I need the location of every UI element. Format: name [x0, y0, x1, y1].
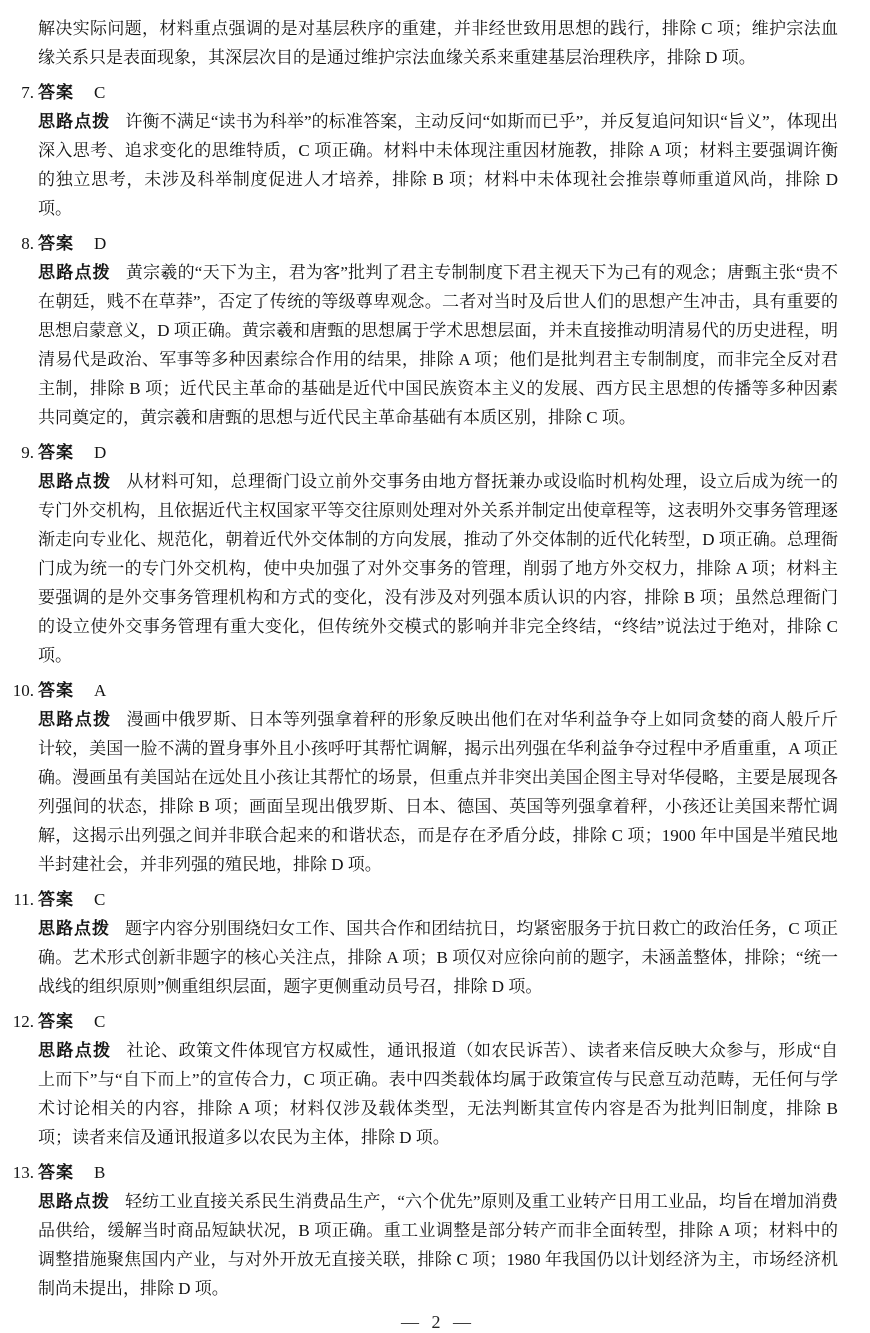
answer-line	[38, 229, 838, 258]
answer-key-page	[0, 14, 870, 1332]
explanation-paragraph	[38, 467, 838, 670]
answer-label: 答案	[38, 681, 74, 700]
explanation-paragraph	[38, 1036, 838, 1152]
answer-label: 答案	[38, 1163, 74, 1182]
explanation-paragraph	[38, 914, 838, 1001]
answer-label: 答案	[38, 890, 74, 909]
answer-letter: C	[94, 1012, 106, 1031]
explanation-text: 社论、政策文件体现官方权威性，通讯报道（如农民诉苦）、读者来信反映大众参与，形成“自上而下”与“自下而上”的宣传合力，C 项正确。表中四类载体均属于政策宣传与民意互动范畴，无任何与学术讨论相关的内容，排除 A 项；材料仅涉及载体类型，无法判断其宣传内容是否为批判旧制度，排除 B 项；读者来信及通讯报道多以农民为主体，排除 D 项。	[38, 1041, 839, 1147]
explanation-paragraph	[38, 258, 838, 432]
answer-line	[38, 438, 838, 467]
hint-label: 思路点拨	[38, 1192, 111, 1211]
answer-item-10	[12, 676, 839, 879]
hint-label: 思路点拨	[38, 710, 112, 729]
answer-label: 答案	[38, 83, 74, 102]
answer-line	[38, 885, 838, 914]
question-number: 11.	[13, 890, 34, 909]
answer-letter: D	[94, 443, 107, 462]
explanation-text: 黄宗羲的“天下为主，君为客”批判了君主专制制度下君主视天下为己有的观念；唐甄主张“贵不在朝廷，贱不在草莽”，否定了传统的等级尊卑观念。二者对当时及后世人们的思想产生冲击，具有重要的思想启蒙意义，D 项正确。黄宗羲和唐甄的思想属于学术思想层面，并未直接推动明清易代的历史进程，明清易代是政治、军事等多种因素综合作用的结果，排除 A 项；他们是批判君主专制制度，而非完全反对君主制，排除 B 项；近代民主革命的基础是近代中国民族资本主义的发展、西方民主思想的传播等多种因素共同奠定的，黄宗羲和唐甄的思想与近代民主革命基础有本质区别，排除 C 项。	[38, 263, 838, 427]
question-number: 7.	[21, 83, 34, 102]
explanation-text: 轻纺工业直接关系民生消费品生产，“六个优先”原则及重工业转产日用工业品，均旨在增加消费品供给，缓解当时商品短缺状况，B 项正确。重工业调整是部分转产而非全面转型，排除 A 项；材料中的调整措施聚焦国内产业，与对外开放无直接关联，排除 C 项；1980 年我国仍以计划经济为主，市场经济机制尚未提出，排除 D 项。	[38, 1192, 839, 1298]
page-number: — 2 —	[401, 1312, 475, 1332]
hint-label: 思路点拨	[38, 919, 111, 938]
answer-letter: B	[94, 1163, 106, 1182]
explanation-text: 从材料可知，总理衙门设立前外交事务由地方督抚兼办或设临时机构处理，设立后成为统一的专门外交机构，且依据近代主权国家平等交往原则处理对外关系并制定出使章程等，这表明外交事务管理逐渐走向专业化、规范化，朝着近代外交体制的方向发展，推动了外交体制的近代化转型，D 项正确。总理衙门成为统一的专门外交机构，使中央加强了对外交事务的管理，削弱了地方外交权力，排除 A 项；材料主要强调的是外交事务管理机构和方式的变化，没有涉及对列强本质认识的内容，排除 B 项；虽然总理衙门的设立使外交事务管理有重大变化，但传统外交模式的影响并非完全终结，“终结”说法过于绝对，排除 C 项。	[38, 472, 839, 665]
answer-letter: C	[94, 890, 106, 909]
answer-item-8	[21, 229, 838, 432]
question-number: 9.	[21, 443, 34, 462]
answer-item-12	[12, 1007, 839, 1152]
answer-item-11	[13, 885, 839, 1001]
answer-line	[38, 78, 838, 107]
answer-letter: D	[94, 234, 107, 253]
explanation-text: 题字内容分别围绕妇女工作、国共合作和团结抗日，均紧密服务于抗日救亡的政治任务，C 项正确。艺术形式创新非题字的核心关注点，排除 A 项；B 项仅对应徐向前的题字，未涵盖整体，排除；“统一战线的组织原则”侧重组织层面，题字更侧重动员号召，排除 D 项。	[38, 919, 839, 996]
hint-label: 思路点拨	[38, 263, 111, 282]
answer-label: 答案	[38, 234, 74, 253]
hint-label: 思路点拨	[38, 1041, 112, 1060]
question-number: 8.	[21, 234, 34, 253]
answer-label: 答案	[38, 1012, 74, 1031]
answer-line	[38, 1007, 838, 1036]
explanation-paragraph	[38, 1187, 838, 1303]
answer-letter: A	[94, 681, 107, 700]
intro-continuation-paragraph: 解决实际问题，材料重点强调的是对基层秩序的重建，并非经世致用思想的践行，排除 C 项；维护宗法血缘关系只是表面现象，其深层次目的是通过维护宗法血缘关系来重建基层治理秩序，排除 D 项。	[38, 19, 838, 67]
question-number: 13.	[12, 1163, 34, 1182]
answer-item-9	[21, 438, 839, 670]
answer-label: 答案	[38, 443, 74, 462]
answer-item-7	[21, 78, 839, 223]
answer-line	[38, 676, 838, 705]
explanation-paragraph	[38, 705, 838, 879]
question-number: 10.	[12, 681, 34, 700]
question-number: 12.	[12, 1012, 34, 1031]
answer-line	[38, 1158, 838, 1187]
hint-label: 思路点拨	[38, 472, 112, 491]
hint-label: 思路点拨	[38, 112, 111, 131]
answer-item-13	[12, 1158, 839, 1303]
explanation-text: 漫画中俄罗斯、日本等列强拿着秤的形象反映出他们在对华利益争夺上如同贪婪的商人般斤斤计较，美国一脸不满的置身事外且小孩呼吁其帮忙调解，揭示出列强在华利益争夺过程中矛盾重重，A 项正确。漫画虽有美国站在远处且小孩让其帮忙的场景，但重点并非突出美国企图主导对华侵略，主要是展现各列强间的状态，排除 B 项；画面呈现出俄罗斯、日本、德国、英国等列强拿着秤，小孩还让美国来帮忙调解，这揭示出列强之间并非联合起来的和谐状态，而是存在矛盾分歧，排除 C 项；1900 年中国是半殖民地半封建社会，并非列强的殖民地，排除 D 项。	[38, 710, 839, 874]
explanation-paragraph	[38, 107, 838, 223]
answer-letter: C	[94, 83, 106, 102]
explanation-text: 许衡不满足“读书为科举”的标准答案，主动反问“如斯而已乎”，并反复追问知识“旨义”，体现出深入思考、追求变化的思维特质，C 项正确。材料中未体现注重因材施教，排除 A 项；材料主要强调许衡的独立思考，未涉及科举制度促进人才培养，排除 B 项；材料中未体现社会推崇尊师重道风尚，排除 D 项。	[38, 112, 839, 218]
